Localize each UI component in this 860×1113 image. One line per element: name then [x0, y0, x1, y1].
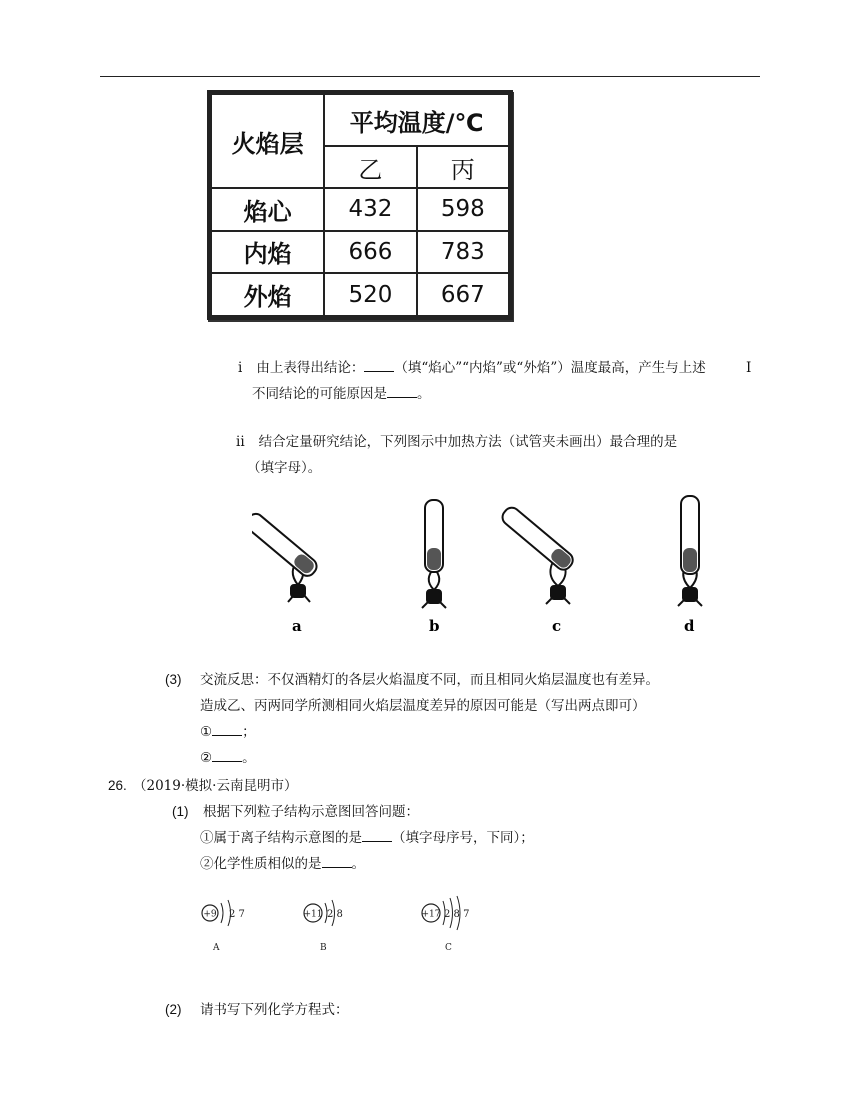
- circled-2: ②: [200, 750, 213, 766]
- q3-item2: [200, 748, 256, 768]
- circled-1: ①: [200, 830, 214, 846]
- cell: 783: [417, 231, 509, 274]
- cell: 598: [417, 188, 509, 231]
- answer-blank[interactable]: [322, 855, 352, 868]
- q-i-text2-a: 不同结论的可能原因是: [252, 386, 387, 402]
- table-group-header: 平均温度/℃: [324, 94, 509, 146]
- q3-item1: [200, 722, 256, 742]
- q-i-text-a: 由上表得出结论：: [256, 360, 365, 376]
- particle-c: [422, 896, 470, 953]
- q-i-roman: I: [746, 360, 752, 376]
- label-particle-b: B: [320, 943, 327, 953]
- label-particle-a: A: [213, 943, 220, 953]
- nucleus-a: +9: [203, 909, 217, 920]
- q26-sub2-text: 请书写下列化学方程式：: [200, 1002, 349, 1018]
- setup-a: [252, 511, 320, 602]
- punct: 。: [242, 750, 256, 766]
- q26-number: 26.: [108, 778, 127, 793]
- answer-blank[interactable]: [362, 829, 392, 842]
- q26-sub1-text: 根据下列粒子结构示意图回答问题：: [203, 804, 419, 820]
- cell: 667: [417, 273, 509, 316]
- table-row: [211, 188, 509, 231]
- particle-structure-diagrams: [195, 893, 485, 953]
- table-col-bing: 丙: [417, 146, 509, 188]
- q3-number: (3): [165, 672, 182, 687]
- shells-a: 2 7: [229, 909, 245, 920]
- answer-blank[interactable]: [387, 385, 417, 398]
- table-col-yi: 乙: [324, 146, 416, 188]
- q26-sub2-number: (2): [165, 1002, 182, 1017]
- q26-part-a: [200, 828, 534, 848]
- nucleus-b: +11: [303, 909, 323, 920]
- q-ii-marker: ii: [236, 434, 245, 450]
- heating-methods-figure: [252, 490, 732, 638]
- label-d: d: [684, 617, 695, 635]
- answer-blank[interactable]: [212, 749, 242, 762]
- q26-part-b: [200, 854, 365, 874]
- answer-blank[interactable]: [212, 723, 242, 736]
- q-ii-line1: [236, 432, 677, 452]
- label-a: a: [292, 617, 302, 635]
- q-i-text2-b: 。: [417, 386, 431, 402]
- text: 化学性质相似的是: [213, 856, 322, 872]
- setup-d: [678, 496, 702, 606]
- q-i-marker: i: [238, 360, 243, 376]
- shells-c: 2 8 7: [444, 909, 470, 920]
- q-ii-line2: （填字母）。: [247, 460, 322, 476]
- answer-blank[interactable]: [364, 359, 394, 372]
- punct: ；: [242, 724, 256, 740]
- setup-c: [499, 504, 576, 604]
- text: 属于离子结构示意图的是: [213, 830, 362, 846]
- text: 。: [351, 856, 365, 872]
- circled-1: ①: [200, 724, 213, 740]
- q-i-line2: [252, 384, 431, 404]
- table-row: [211, 273, 509, 316]
- shells-b: 2 8: [327, 909, 343, 920]
- q-i-line1: [238, 358, 706, 378]
- header-rule: [100, 76, 760, 77]
- nucleus-c: +17: [421, 909, 441, 920]
- q3-line1: 交流反思：不仅酒精灯的各层火焰温度不同，而且相同火焰层温度也有差异。: [200, 672, 659, 688]
- q26-sub1-number: (1): [172, 804, 189, 819]
- label-c: c: [552, 617, 562, 635]
- particle-b: [304, 900, 343, 953]
- q-i-text-b: （填“焰心”“内焰”或“外焰”）温度最高，产生与上述: [394, 360, 706, 376]
- row-label: 焰心: [211, 188, 324, 231]
- setup-b: [422, 500, 446, 608]
- q3-line2: 造成乙、丙两同学所测相同火焰层温度差异的原因可能是（写出两点即可）: [200, 698, 646, 714]
- row-label: 外焰: [211, 273, 324, 316]
- cell: 520: [324, 273, 416, 316]
- particle-a: [202, 900, 245, 953]
- label-b: b: [429, 617, 440, 635]
- text: （填字母序号，下同）；: [392, 830, 534, 846]
- q-ii-text1: 结合定量研究结论，下列图示中加热方法（试管夹未画出）最合理的是: [258, 434, 678, 450]
- q26-source: （2019·模拟·云南昆明市）: [133, 778, 298, 794]
- flame-temperature-table: [207, 90, 513, 320]
- circled-2: ②: [200, 856, 214, 872]
- cell: 666: [324, 231, 416, 274]
- label-particle-c: C: [445, 943, 452, 953]
- table-row: [211, 231, 509, 274]
- table-corner-header: 火焰层: [211, 94, 324, 188]
- row-label: 内焰: [211, 231, 324, 274]
- cell: 432: [324, 188, 416, 231]
